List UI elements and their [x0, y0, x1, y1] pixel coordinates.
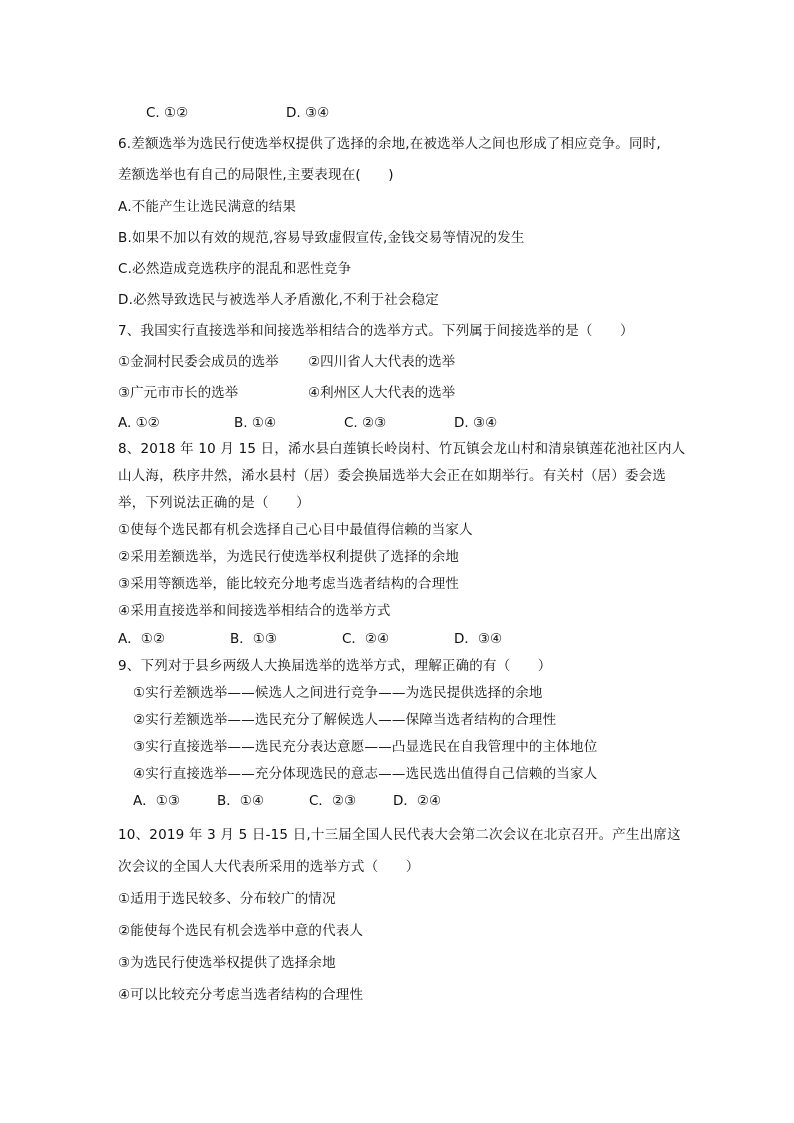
q7-option-d: D. ③④ [454, 415, 498, 431]
q9-item-2: ②实行差额选举——选民充分了解候选人——保障当选者结构的合理性 [133, 712, 557, 728]
q8-item-3: ③采用等额选举，能比较充分地考虑当选者结构的合理性 [118, 576, 460, 592]
q9-option-c: C．②③ [309, 793, 357, 809]
q8-item-2: ②采用差额选举，为选民行使选举权利提供了选择的余地 [118, 549, 460, 565]
q10-stem-line-1: 10、2019 年 3 月 5 日-15 日,十三届全国人民代表大会第二次会议在北京召开。产生出席这 [118, 827, 681, 843]
q8-option-b: B．①③ [230, 631, 277, 647]
q8-option-c: C．②④ [342, 631, 390, 647]
q9-stem: 9、下列对于县乡两级人大换届选举的选举方式，理解正确的有（ ） [118, 658, 552, 674]
q6-option-a: A.不能产生让选民满意的结果 [118, 199, 297, 215]
q6-stem-line-2: 差额选举也有自己的局限性,主要表现在( ) [118, 167, 394, 183]
q5-option-d: D. ③④ [286, 105, 330, 121]
q9-item-3: ③实行直接选举——选民充分表达意愿——凸显选民在自我管理中的主体地位 [133, 739, 598, 755]
q7-option-b: B. ①④ [234, 415, 277, 431]
q7-option-c: C. ②③ [344, 415, 387, 431]
q8-item-4: ④采用直接选举和间接选举相结合的选举方式 [118, 603, 391, 619]
q10-item-3: ③为选民行使选举权提供了选择余地 [118, 955, 336, 971]
q9-option-a: A．①③ [133, 793, 180, 809]
q6-option-c: C.必然造成竞选秩序的混乱和恶性竞争 [118, 261, 352, 277]
q8-stem-line-1: 8、2018 年 10 月 15 日，浠水县白莲镇长岭岗村、竹瓦镇会龙山村和清泉镇莲花池社区内人 [118, 441, 686, 457]
q8-stem-line-2: 山人海，秩序井然，浠水县村（居）委会换届选举大会正在如期举行。有关村（居）委会选 [118, 468, 666, 484]
q6-option-d: D.必然导致选民与被选举人矛盾激化,不利于社会稳定 [118, 292, 439, 308]
q7-item-4: ④利州区人大代表的选举 [308, 385, 456, 401]
q8-option-a: A．①② [118, 631, 165, 647]
q5-option-c: C. ①② [146, 105, 189, 121]
q8-item-1: ①使每个选民都有机会选择自己心目中最值得信赖的当家人 [118, 522, 473, 538]
q10-stem-line-2: 次会议的全国人大代表所采用的选举方式（ ） [118, 859, 420, 875]
q7-stem: 7、我国实行直接选举和间接选举相结合的选举方式。下列属于间接选举的是（ ） [118, 323, 634, 339]
q7-item-3: ③广元市市长的选举 [118, 385, 239, 401]
q7-option-a: A. ①② [118, 415, 160, 431]
q7-item-2: ②四川省人大代表的选举 [308, 354, 456, 370]
q9-item-4: ④实行直接选举——充分体现选民的意志——选民选出值得自己信赖的当家人 [133, 766, 598, 782]
q10-item-2: ②能使每个选民有机会选举中意的代表人 [118, 923, 364, 939]
q8-option-d: D．③④ [454, 631, 503, 647]
q10-item-1: ①适用于选民较多、分布较广的情况 [118, 891, 336, 907]
q9-option-d: D．②④ [393, 793, 442, 809]
q8-stem-line-3: 举，下列说法正确的是（ ） [118, 495, 310, 511]
q7-item-1: ①金洞村民委会成员的选举 [118, 354, 279, 370]
q9-option-b: B．①④ [217, 793, 264, 809]
q10-item-4: ④可以比较充分考虑当选者结构的合理性 [118, 987, 364, 1003]
q9-item-1: ①实行差额选举——候选人之间进行竞争——为选民提供选择的余地 [133, 685, 543, 701]
q6-option-b: B.如果不加以有效的规范,容易导致虚假宣传,金钱交易等情况的发生 [118, 230, 525, 246]
q6-stem-line-1: 6.差额选举为选民行使选举权提供了选择的余地,在被选举人之间也形成了相应竞争。同时, [118, 136, 661, 152]
